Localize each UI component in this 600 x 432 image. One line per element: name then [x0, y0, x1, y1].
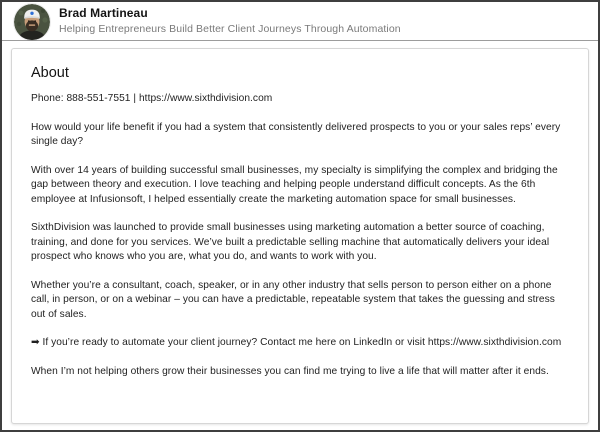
profile-photo[interactable] [14, 4, 50, 40]
profile-name[interactable]: Brad Martineau [59, 6, 148, 21]
profile-photo-icon [14, 4, 50, 40]
about-body [31, 92, 569, 379]
profile-headline: Helping Entrepreneurs Build Better Client Journeys Through Automation [59, 23, 401, 36]
about-paragraph: With over 14 years of building successful small businesses, my specialty is simplifying the complex and bridging the gap between theory and execution. I love teaching and helping people understand difficult concepts. As the 6th employee at Infusionsoft, I helped essentially create the marketing automation space for small businesses. [31, 164, 558, 205]
about-paragraph-cta: ➡ If you’re ready to automate your client journey? Contact me here on LinkedIn or visit https://www.sixthdivision.com [31, 337, 562, 348]
about-paragraph: How would your life benefit if you had a system that consistently delivered prospects to you or your sales reps’ every single day? [31, 121, 561, 147]
about-section-title: About [31, 65, 69, 81]
about-paragraph: SixthDivision was launched to provide small businesses using marketing automation a better source of coaching, training, and done for you services. We’ve built a predictable selling machine that automatically delivers your ideal prospect who knows who you are, what you do, and wants to work with you. [31, 222, 550, 262]
profile-header [2, 2, 598, 41]
about-paragraph: When I’m not helping others grow their businesses you can find me trying to live a life that will matter after it ends. [31, 365, 549, 377]
about-paragraph: Whether you’re a consultant, coach, speaker, or in any other industry that sells person to person either on a phone call, in person, or on a webinar – you can have a predictable, repeatable system that takes the guessing and stress out of sales. [31, 279, 555, 320]
about-card [11, 48, 589, 424]
profile-header-text [59, 7, 401, 35]
contact-line: Phone: 888-551-7551 | https://www.sixthdivision.com [31, 93, 273, 104]
